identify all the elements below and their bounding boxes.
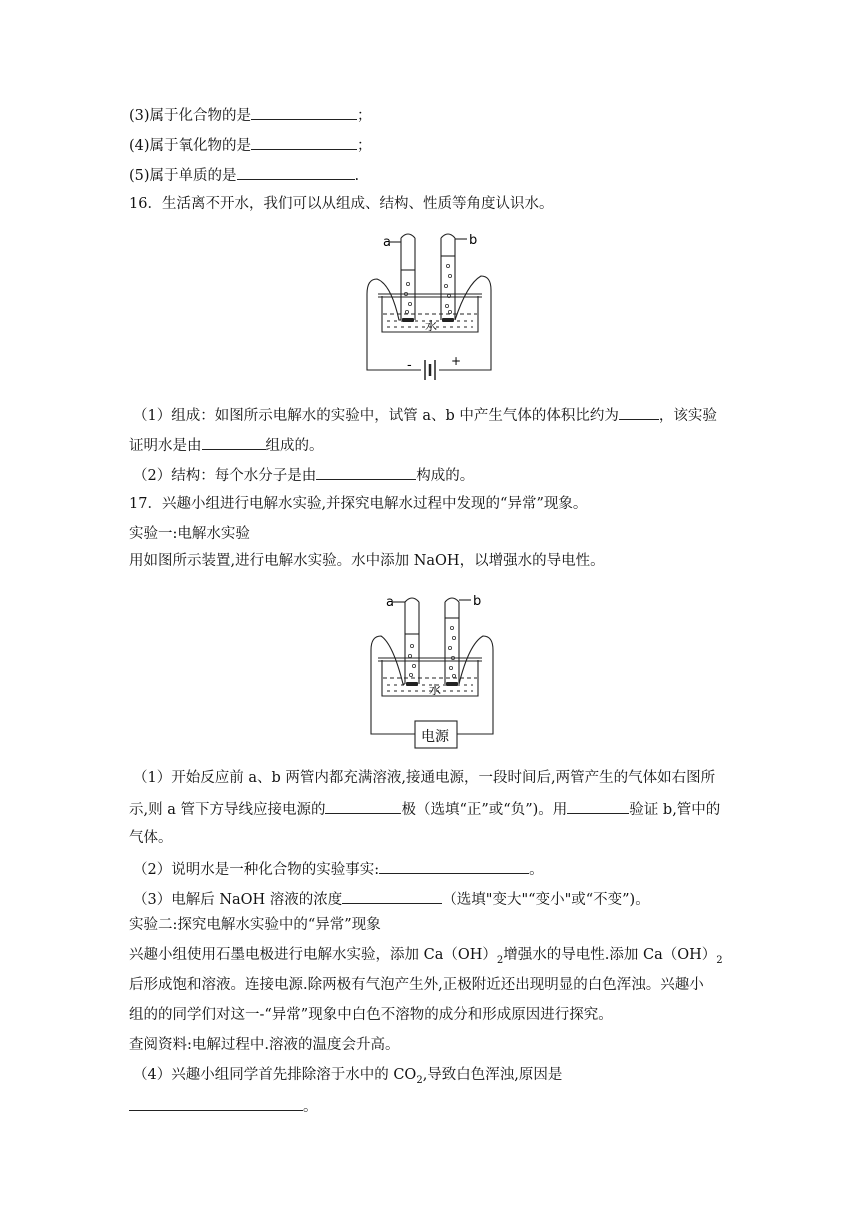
tube-b-label: b bbox=[469, 233, 478, 248]
exp2-para-line1: 兴趣小组使用石墨电极进行电解水实验，添加 $Ca(OH)_2$增强水的导电性.添加 $Ca(OH)_2$ bbox=[129, 947, 723, 966]
q17-4-line1: （4）兴趣小组同学首先排除溶于水中的 $CO_2$,导致白色浑浊,原因是 bbox=[133, 1067, 563, 1086]
minus-label: - bbox=[407, 358, 412, 373]
tube-a-label: a bbox=[383, 235, 391, 250]
item-5: (5)属于单质的是 . bbox=[129, 164, 359, 186]
question-17: 17．兴趣小组进行电解水实验,并探究电解水过程中发现的“异常”现象。 bbox=[129, 496, 588, 512]
q17-2: （2）说明水是一种化合物的实验事实: 。 bbox=[133, 858, 544, 880]
electrolysis-figure-1 bbox=[355, 224, 505, 398]
item-3: (3)属于化合物的是 ； bbox=[129, 104, 372, 126]
answer-blank[interactable] bbox=[251, 104, 357, 120]
q16-1-line1: （1）组成：如图所示电解水的实验中，试管 a、b 中产生气体的体积比约为 ，该实验 bbox=[133, 404, 717, 426]
answer-blank[interactable] bbox=[202, 434, 266, 450]
electrolysis-apparatus-battery bbox=[355, 224, 505, 394]
water-label: 水 bbox=[425, 319, 438, 333]
exp2-para-line2: 后形成饱和溶液。连接电源.除两极有气泡产生外,正极附近还出现明显的白色浑浊。兴趣小 bbox=[129, 977, 704, 993]
answer-blank[interactable] bbox=[237, 164, 355, 180]
answer-blank[interactable] bbox=[251, 134, 357, 150]
exp1-desc: 用如图所示装置,进行电解水实验。水中添加 NaOH，以增强水的导电性。 bbox=[129, 553, 605, 569]
power-supply-label: 电源 bbox=[421, 729, 449, 745]
tube-b-label: b bbox=[473, 594, 482, 609]
answer-blank[interactable] bbox=[325, 798, 401, 814]
q17-3: （3）电解后 NaOH 溶液的浓度 （选填"变大"“变小"或“不变”)。 bbox=[133, 888, 650, 910]
item-4: (4)属于氧化物的是 ； bbox=[129, 134, 372, 156]
q17-1-line3: 气体。 bbox=[129, 830, 173, 846]
answer-blank[interactable] bbox=[342, 888, 442, 904]
answer-blank[interactable] bbox=[129, 1095, 303, 1111]
exp2-title: 实验二:探究电解水实验中的“异常”现象 bbox=[129, 917, 381, 933]
electrolysis-apparatus-power bbox=[355, 588, 505, 758]
answer-blank[interactable] bbox=[567, 798, 629, 814]
q17-1-line1: （1）开始反应前 a、b 两管内都充满溶液,接通电源，一段时间后,两管产生的气体如右图所 bbox=[133, 770, 716, 786]
reference-info: 查阅资料:电解过程中.溶液的温度会升高。 bbox=[129, 1037, 400, 1053]
question-16: 16．生活离不开水，我们可以从组成、结构、性质等角度认识水。 bbox=[129, 196, 554, 212]
electrolysis-figure-2 bbox=[355, 588, 505, 762]
plus-label: + bbox=[451, 354, 462, 368]
answer-blank[interactable] bbox=[316, 464, 416, 480]
q17-1-line2: 示,则 a 管下方导线应接电源的 极（选填“正”或“负”)。用 验证 b,管中的 bbox=[129, 798, 720, 820]
q17-4-line2: 。 bbox=[129, 1095, 318, 1117]
q16-2: （2）结构：每个水分子是由 构成的。 bbox=[133, 464, 474, 486]
answer-blank[interactable] bbox=[619, 404, 659, 420]
q16-1-line2: 证明水是由 组成的。 bbox=[129, 434, 324, 456]
exp2-para-line3: 组的的同学们对这一-“异常”现象中白色不溶物的成分和形成原因进行探究。 bbox=[129, 1007, 613, 1023]
answer-blank[interactable] bbox=[379, 858, 529, 874]
water-label: 水 bbox=[429, 683, 442, 697]
tube-a-label: a bbox=[386, 595, 394, 610]
exp1-title: 实验一:电解水实验 bbox=[129, 526, 250, 542]
